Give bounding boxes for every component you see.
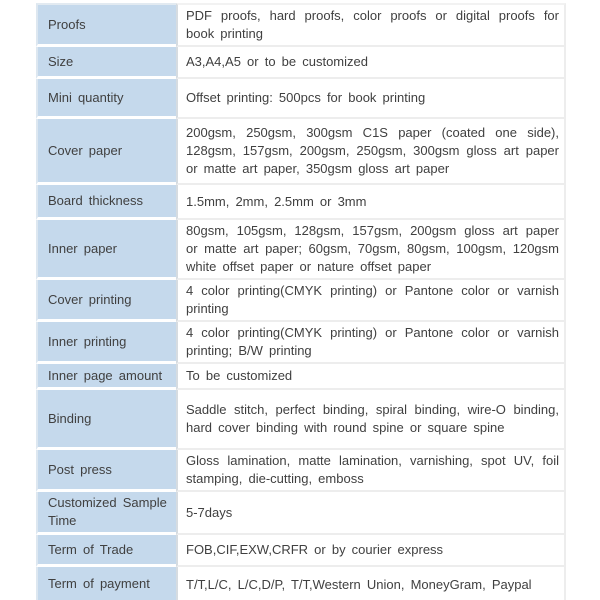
spec-value-cell: 1.5mm, 2mm, 2.5mm or 3mm xyxy=(176,185,566,220)
spec-label-cell: Term of payment xyxy=(36,567,176,600)
spec-label-cell: Inner printing xyxy=(36,322,176,364)
table-row xyxy=(36,567,566,600)
table-row xyxy=(36,79,566,119)
table-row xyxy=(36,3,566,47)
table-row xyxy=(36,390,566,450)
spec-value-cell: 4 color printing(CMYK printing) or Pantone color or varnish printing; B/W printing xyxy=(176,322,566,364)
spec-label-cell: Term of Trade xyxy=(36,535,176,567)
spec-value-cell: Saddle stitch, perfect binding, spiral binding, wire-O binding, hard cover binding with round spine or square spine xyxy=(176,390,566,450)
spec-label-cell: Customized Sample Time xyxy=(36,492,176,535)
spec-value-cell: FOB,CIF,EXW,CRFR or by courier express xyxy=(176,535,566,567)
spec-value-cell: PDF proofs, hard proofs, color proofs or digital proofs for book printing xyxy=(176,3,566,47)
table-row xyxy=(36,185,566,220)
spec-value-cell: Gloss lamination, matte lamination, varnishing, spot UV, foil stamping, die-cutting, emboss xyxy=(176,450,566,492)
spec-label-cell: Mini quantity xyxy=(36,79,176,119)
spec-value-cell: 5-7days xyxy=(176,492,566,535)
table-row xyxy=(36,119,566,185)
spec-value-cell: T/T,L/C, L/C,D/P, T/T,Western Union, MoneyGram, Paypal xyxy=(176,567,566,600)
spec-value-cell: 4 color printing(CMYK printing) or Pantone color or varnish printing xyxy=(176,280,566,322)
spec-value-cell: To be customized xyxy=(176,364,566,390)
spec-label-cell: Binding xyxy=(36,390,176,450)
spec-label-cell: Post press xyxy=(36,450,176,492)
spec-label-cell: Size xyxy=(36,47,176,79)
spec-label-cell: Board thickness xyxy=(36,185,176,220)
spec-value-cell: A3,A4,A5 or to be customized xyxy=(176,47,566,79)
spec-value-cell: 200gsm, 250gsm, 300gsm C1S paper (coated one side), 128gsm, 157gsm, 200gsm, 250gsm, 300gsm gloss art paper or matte art paper, 350gsm gloss art paper xyxy=(176,119,566,185)
table-row xyxy=(36,322,566,364)
spec-table-body xyxy=(36,3,566,600)
spec-value-cell: 80gsm, 105gsm, 128gsm, 157gsm, 200gsm gloss art paper or matte art paper; 60gsm, 70gsm, 80gsm, 100gsm, 120gsm white offset paper or nature offset paper xyxy=(176,220,566,280)
table-row xyxy=(36,535,566,567)
table-row xyxy=(36,492,566,535)
spec-label-cell: Cover paper xyxy=(36,119,176,185)
table-row xyxy=(36,450,566,492)
spec-value-cell: Offset printing: 500pcs for book printing xyxy=(176,79,566,119)
table-row xyxy=(36,220,566,280)
table-row xyxy=(36,364,566,390)
table-row xyxy=(36,280,566,322)
spec-label-cell: Cover printing xyxy=(36,280,176,322)
spec-label-cell: Proofs xyxy=(36,3,176,47)
spec-label-cell: Inner page amount xyxy=(36,364,176,390)
product-spec-table xyxy=(36,3,566,600)
table-row xyxy=(36,47,566,79)
spec-label-cell: Inner paper xyxy=(36,220,176,280)
